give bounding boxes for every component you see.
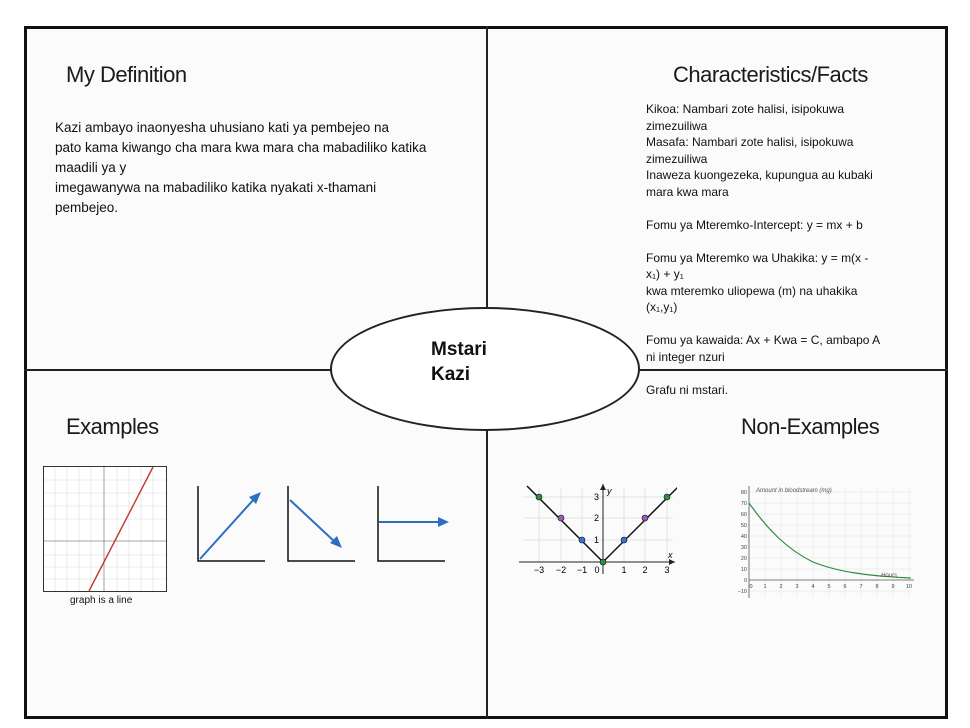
example-line-graph xyxy=(43,466,167,592)
non-example-absolute-value-graph xyxy=(517,482,677,578)
decay-x-tick: 1 xyxy=(763,584,767,590)
decay-x-tick: 2 xyxy=(779,584,783,590)
non-examples-heading: Non-Examples xyxy=(741,414,880,439)
abs-x-tick: 3 xyxy=(664,565,670,575)
decay-x-tick: 3 xyxy=(795,584,799,590)
decay-y-tick: 70 xyxy=(740,501,747,507)
decay-y-tick: 40 xyxy=(740,534,747,540)
abs-x-tick: −1 xyxy=(576,565,588,575)
decay-y-tick: 10 xyxy=(740,567,747,573)
center-title: Mstari Kazi xyxy=(431,339,487,385)
decay-y-tick: 50 xyxy=(740,523,747,529)
example-caption: graph is a line xyxy=(70,595,133,606)
abs-y-tick: 3 xyxy=(593,492,599,502)
characteristics-heading: Characteristics/Facts xyxy=(673,62,868,87)
characteristics-text: Kikoa: Nambari zote halisi, isipokuwa zimezuiliwa Masafa: Nambari zote halisi, isipokuwa zimezuiliwa Inaweza kuongezeka, kupungua au kubaki mara kwa mara Fomu ya Mteremko-Intercept: y = mx + b Fomu ya Mteremko wa Uhakika: y = m(x - x₁) + y₁ kwa mteremko uliopewa (m) na uhakika (x₁,y₁) Fomu ya kawaida: Ax + Kwa = C, ambapo A ni integer nzuri Grafu ni mstari. xyxy=(646,102,881,397)
examples-heading: Examples xyxy=(66,414,159,439)
decay-x-tick: 10 xyxy=(905,584,913,590)
abs-y-tick: 1 xyxy=(593,535,599,545)
decay-x-tick: 4 xyxy=(811,584,815,590)
definition-heading: My Definition xyxy=(66,62,187,87)
non-example-decay-graph xyxy=(738,482,916,604)
example-constant-arrow xyxy=(375,484,451,564)
decay-x-tick: 8 xyxy=(875,584,879,590)
decay-y-tick: 80 xyxy=(740,490,747,496)
decay-y-tick: 0 xyxy=(743,578,747,584)
abs-x-tick: 1 xyxy=(621,565,627,575)
decay-x-tick: 6 xyxy=(843,584,847,590)
decay-x-tick: 0 xyxy=(749,584,753,590)
abs-x-tick: 2 xyxy=(642,565,648,575)
decay-y-tick: −10 xyxy=(738,589,747,595)
abs-x-tick: 0 xyxy=(594,565,600,575)
abs-y-label: y xyxy=(607,486,612,496)
example-decreasing-arrow xyxy=(285,484,357,564)
definition-text: Kazi ambayo inaonyesha uhusiano kati ya pembejeo na pato kama kiwango cha mara kwa mara cha mabadiliko katika maadili ya y imegawanywa na mabadiliko katika nyakati x-thamani pembejeo. xyxy=(55,120,427,215)
decay-x-tick: 7 xyxy=(859,584,863,590)
abs-x-tick: −3 xyxy=(533,565,545,575)
example-increasing-arrow xyxy=(195,484,267,564)
decay-y-tick: 60 xyxy=(740,512,747,518)
abs-x-label: x xyxy=(668,550,673,560)
abs-y-tick: 2 xyxy=(593,513,599,523)
decay-y-tick: 30 xyxy=(740,545,747,551)
decay-x-tick: 5 xyxy=(827,584,831,590)
decay-y-tick: 20 xyxy=(740,556,747,562)
decay-x-tick: 9 xyxy=(891,584,895,590)
decay-x-label: Hours xyxy=(881,573,898,579)
abs-x-tick: −2 xyxy=(555,565,567,575)
decay-title: Amount in bloodstream (mg) xyxy=(756,488,832,494)
